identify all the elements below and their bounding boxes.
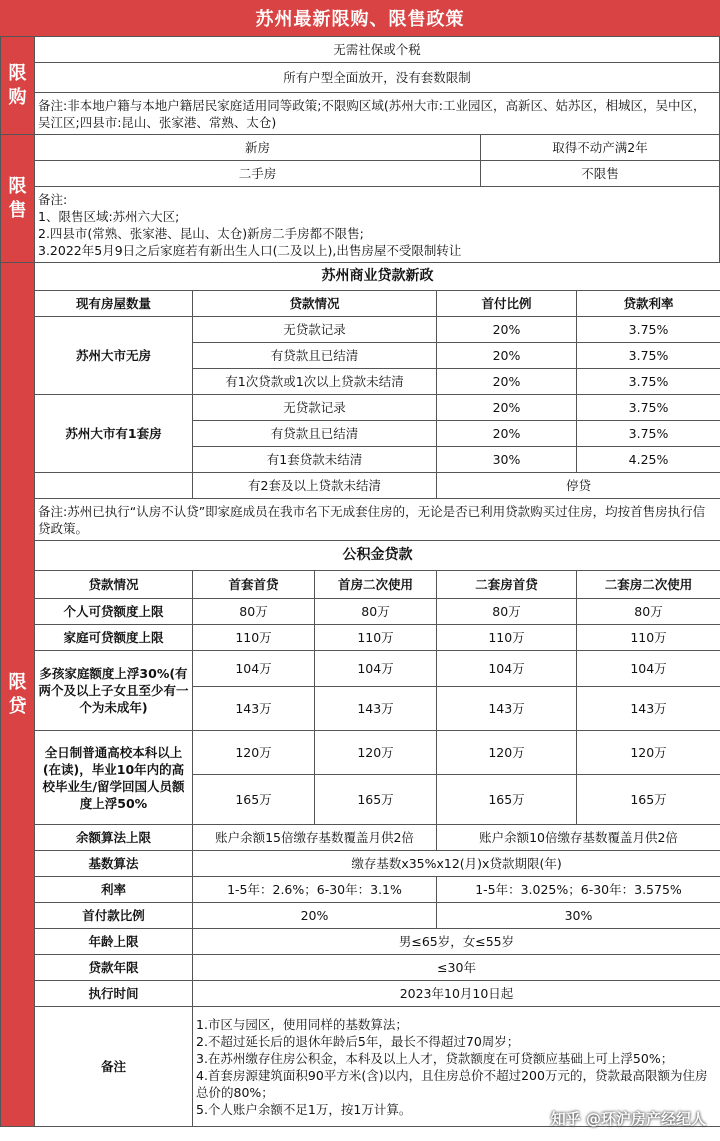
group2-down-1: 20% bbox=[437, 421, 577, 447]
rate-label: 利率 bbox=[35, 877, 193, 903]
family-label: 家庭可贷额度上限 bbox=[35, 625, 193, 651]
term-value: ≤30年 bbox=[193, 955, 720, 981]
xiangou-table bbox=[0, 36, 720, 135]
graduate-b3: 165万 bbox=[577, 775, 720, 825]
group1-rate-2: 3.75% bbox=[577, 369, 720, 395]
page-title: 苏州最新限购、限售政策 bbox=[0, 0, 720, 36]
group2-rate-0: 3.75% bbox=[577, 395, 720, 421]
personal-v0: 80万 bbox=[193, 599, 315, 625]
xiangou-label: 限购 bbox=[1, 37, 35, 135]
multi-child-b0: 143万 bbox=[193, 687, 315, 731]
down-label: 首付款比例 bbox=[35, 903, 193, 929]
fund-note-0: 1.市区与园区，使用同样的基数算法； bbox=[196, 1016, 408, 1032]
fund-header-2: 首房二次使用 bbox=[315, 571, 437, 599]
group1-rate-0: 3.75% bbox=[577, 317, 720, 343]
balance-v1: 账户余额15倍缴存基数覆盖月供2倍 bbox=[193, 825, 437, 851]
xianshou-notes bbox=[35, 187, 720, 263]
family-v3: 110万 bbox=[577, 625, 720, 651]
fund-note-1: 2.不超过延长后的退休年龄后5年，最长不得超过70周岁； bbox=[196, 1033, 520, 1049]
xianshou-type-new: 新房 bbox=[35, 135, 481, 161]
xiangou-row-1: 无需社保或个税 bbox=[35, 37, 720, 63]
base-label: 基数算法 bbox=[35, 851, 193, 877]
family-v0: 110万 bbox=[193, 625, 315, 651]
commercial-header-loan: 贷款情况 bbox=[193, 291, 437, 317]
multi-child-label: 多孩家庭额度上浮30%(有两个及以上子女且至少有一个为未成年) bbox=[35, 651, 193, 731]
extra-loan: 有2套及以上贷款未结清 bbox=[193, 473, 437, 499]
graduate-b2: 165万 bbox=[437, 775, 577, 825]
personal-v2: 80万 bbox=[437, 599, 577, 625]
xiandai-label: 限贷 bbox=[1, 263, 35, 1127]
fund-note-4: 5.个人账户余额不足1万，按1万计算。 bbox=[196, 1101, 412, 1117]
group1-name: 苏州大市无房 bbox=[35, 317, 193, 395]
group2-loan-0: 无贷款记录 bbox=[193, 395, 437, 421]
xianshou-note-0: 备注: bbox=[38, 191, 68, 207]
fund-header-3: 二套房首贷 bbox=[437, 571, 577, 599]
group2-loan-2: 有1套贷款未结清 bbox=[193, 447, 437, 473]
fund-title: 公积金贷款 bbox=[35, 541, 720, 571]
group1-down-2: 20% bbox=[437, 369, 577, 395]
watermark: 知乎 @环沪房产经纪人 bbox=[550, 1110, 706, 1128]
group1-loan-0: 无贷款记录 bbox=[193, 317, 437, 343]
multi-child-b2: 143万 bbox=[437, 687, 577, 731]
balance-label: 余额算法上限 bbox=[35, 825, 193, 851]
commercial-header-rate: 贷款利率 bbox=[577, 291, 720, 317]
graduate-a3: 120万 bbox=[577, 731, 720, 775]
personal-label: 个人可贷额度上限 bbox=[35, 599, 193, 625]
group2-name: 苏州大市有1套房 bbox=[35, 395, 193, 473]
age-label: 年龄上限 bbox=[35, 929, 193, 955]
graduate-b1: 165万 bbox=[315, 775, 437, 825]
xianshou-rule-second: 不限售 bbox=[481, 161, 720, 187]
multi-child-b1: 143万 bbox=[315, 687, 437, 731]
group2-down-2: 30% bbox=[437, 447, 577, 473]
personal-v1: 80万 bbox=[315, 599, 437, 625]
graduate-a0: 120万 bbox=[193, 731, 315, 775]
fund-notes-label: 备注 bbox=[35, 1007, 193, 1127]
xiangou-row-2: 所有户型全面放开，没有套数限制 bbox=[35, 63, 720, 93]
xiangou-note: 备注:非本地户籍与本地户籍居民家庭适用同等政策;不限购区域(苏州大市:工业园区，高新区、姑苏区，相城区，吴中区，吴江区;四县市:昆山、张家港、常熟、太仓) bbox=[35, 93, 720, 135]
multi-child-a1: 104万 bbox=[315, 651, 437, 687]
commercial-header-down: 首付比例 bbox=[437, 291, 577, 317]
group2-rate-1: 3.75% bbox=[577, 421, 720, 447]
commercial-header-houses: 现有房屋数量 bbox=[35, 291, 193, 317]
exec-value: 2023年10月10日起 bbox=[193, 981, 720, 1007]
term-label: 贷款年限 bbox=[35, 955, 193, 981]
fund-note-2: 3.在苏州缴存住房公积金，本科及以上人才，贷款额度在可贷额应基础上可上浮50%； bbox=[196, 1050, 674, 1066]
multi-child-a3: 104万 bbox=[577, 651, 720, 687]
fund-note-3: 4.首套房源建筑面积90平方米(含)以内，且住房总价不超过200万元的，贷款最高限额为住房总价的80%； bbox=[196, 1067, 708, 1100]
graduate-a1: 120万 bbox=[315, 731, 437, 775]
exec-label: 执行时间 bbox=[35, 981, 193, 1007]
family-v2: 110万 bbox=[437, 625, 577, 651]
xianshou-note-1: 1、限售区域:苏州六大区; bbox=[38, 208, 180, 224]
fund-header-4: 二套房二次使用 bbox=[577, 571, 720, 599]
personal-v3: 80万 bbox=[577, 599, 720, 625]
xianshou-table bbox=[0, 134, 720, 263]
rate-v2: 1-5年：3.025%；6-30年：3.575% bbox=[437, 877, 720, 903]
family-v1: 110万 bbox=[315, 625, 437, 651]
group2-down-0: 20% bbox=[437, 395, 577, 421]
xiandai-table bbox=[0, 262, 720, 1127]
xianshou-rule-new: 取得不动产满2年 bbox=[481, 135, 720, 161]
group1-loan-2: 有1次贷款或1次以上贷款未结清 bbox=[193, 369, 437, 395]
group1-down-0: 20% bbox=[437, 317, 577, 343]
group2-rate-2: 4.25% bbox=[577, 447, 720, 473]
group-extra-empty bbox=[35, 473, 193, 499]
multi-child-a0: 104万 bbox=[193, 651, 315, 687]
group1-rate-1: 3.75% bbox=[577, 343, 720, 369]
group1-loan-1: 有贷款且已结清 bbox=[193, 343, 437, 369]
rate-v1: 1-5年：2.6%；6-30年：3.1% bbox=[193, 877, 437, 903]
graduate-label: 全日制普通高校本科以上(在读)，毕业10年内的高校毕业生/留学回国人员额度上浮50% bbox=[35, 731, 193, 825]
graduate-b0: 165万 bbox=[193, 775, 315, 825]
down-v1: 20% bbox=[193, 903, 437, 929]
age-value: 男≤65岁，女≤55岁 bbox=[193, 929, 720, 955]
commercial-note: 备注:苏州已执行“认房不认贷”即家庭成员在我市名下无成套住房的，无论是否已利用贷款购买过住房，均按首售房执行信贷政策。 bbox=[35, 499, 720, 541]
balance-v2: 账户余额10倍缴存基数覆盖月供2倍 bbox=[437, 825, 720, 851]
xianshou-note-2: 2.四县市(常熟、张家港、昆山、太仓)新房二手房都不限售; bbox=[38, 225, 364, 241]
multi-child-a2: 104万 bbox=[437, 651, 577, 687]
down-v2: 30% bbox=[437, 903, 720, 929]
base-value: 缴存基数x35%x12(月)x贷款期限(年) bbox=[193, 851, 720, 877]
group1-down-1: 20% bbox=[437, 343, 577, 369]
xianshou-note-3: 3.2022年5月9日之后家庭若有新出生人口(二及以上),出售房屋不受限制转让 bbox=[38, 242, 462, 258]
group2-loan-1: 有贷款且已结清 bbox=[193, 421, 437, 447]
commercial-title: 苏州商业贷款新政 bbox=[35, 263, 720, 291]
xianshou-type-second: 二手房 bbox=[35, 161, 481, 187]
extra-result: 停贷 bbox=[437, 473, 720, 499]
multi-child-b3: 143万 bbox=[577, 687, 720, 731]
fund-header-1: 首套首贷 bbox=[193, 571, 315, 599]
graduate-a2: 120万 bbox=[437, 731, 577, 775]
xianshou-label: 限售 bbox=[1, 135, 35, 263]
fund-header-0: 贷款情况 bbox=[35, 571, 193, 599]
